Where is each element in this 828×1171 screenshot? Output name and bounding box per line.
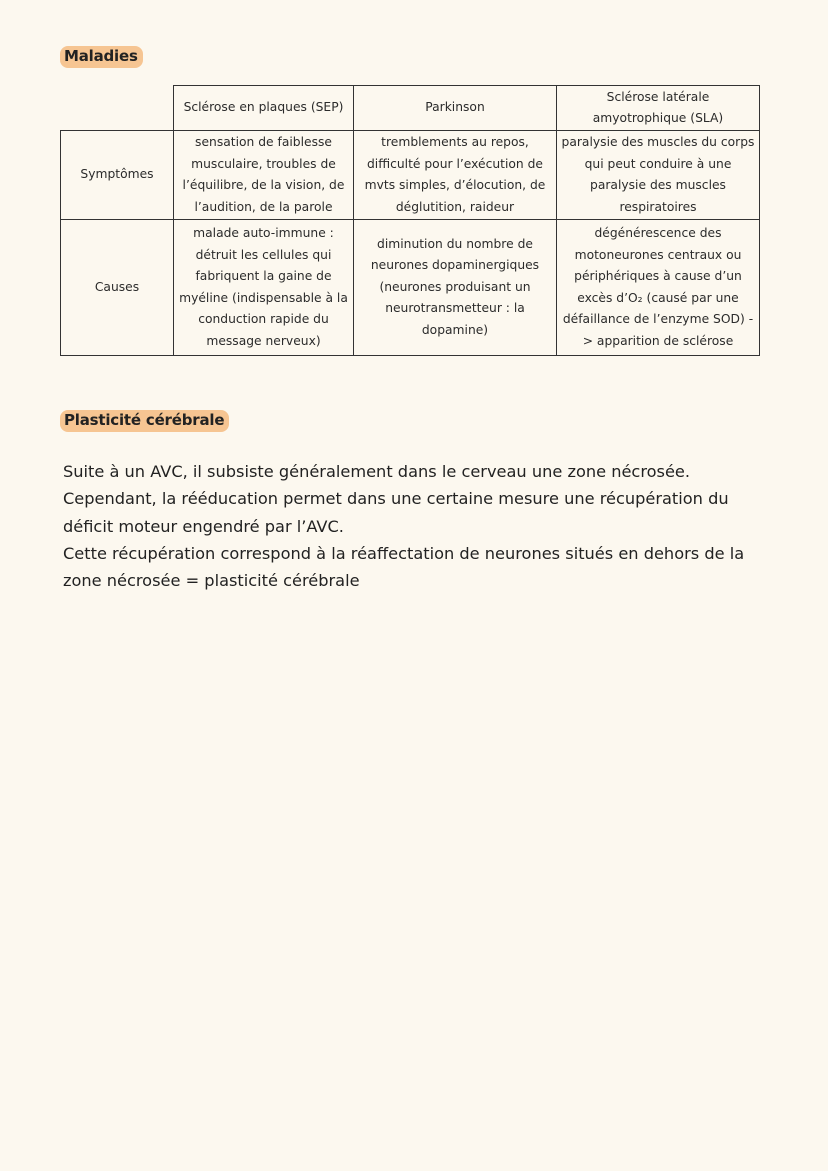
text-line: Cette récupération correspond à la réaffectation de neurones situés en dehors de la zone nécrosée = plasticité cérébrale — [63, 543, 745, 591]
row-label-causes: Causes — [61, 220, 174, 356]
table-corner-cell — [61, 86, 174, 131]
cell-symptomes-sla: paralysie des muscles du corps qui peut conduire à une paralysie des muscles respiratoires — [557, 131, 760, 220]
cell-symptomes-parkinson: tremblements au repos, difficulté pour l’exécution de mvts simples, d’élocution, de déglutition, raideur — [354, 131, 557, 220]
diseases-table — [60, 85, 760, 356]
plasticite-text — [63, 458, 773, 594]
section-title-maladies: Maladies — [60, 46, 143, 68]
cell-causes-sla: dégénérescence des motoneurones centraux ou périphériques à cause d’un excès d’O₂ (causé par une défaillance de l’enzyme SOD) -> apparition de sclérose — [557, 220, 760, 356]
header-sla: Sclérose latérale amyotrophique (SLA) — [557, 86, 760, 131]
cell-causes-parkinson: diminution du nombre de neurones dopaminergiques (neurones produisant un neurotransmetteur : la dopamine) — [354, 220, 557, 356]
row-label-symptomes: Symptômes — [61, 131, 174, 220]
header-sep: Sclérose en plaques (SEP) — [174, 86, 354, 131]
cell-causes-sep: malade auto-immune : détruit les cellules qui fabriquent la gaine de myéline (indispensable à la conduction rapide du message nerveux) — [174, 220, 354, 356]
section-title-plasticite: Plasticité cérébrale — [60, 410, 229, 432]
table-row-symptomes — [61, 131, 760, 220]
text-line: Suite à un AVC, il subsiste généralement dans le cerveau une zone nécrosée. — [63, 462, 691, 481]
text-line: Cependant, la rééducation permet dans une certaine mesure une récupération du déficit moteur engendré par l’AVC. — [63, 489, 729, 536]
header-parkinson: Parkinson — [354, 86, 557, 131]
table-header-row — [61, 86, 760, 131]
table-row-causes — [61, 220, 760, 356]
cell-symptomes-sep: sensation de faiblesse musculaire, troubles de l’équilibre, de la vision, de l’audition, de la parole — [174, 131, 354, 220]
